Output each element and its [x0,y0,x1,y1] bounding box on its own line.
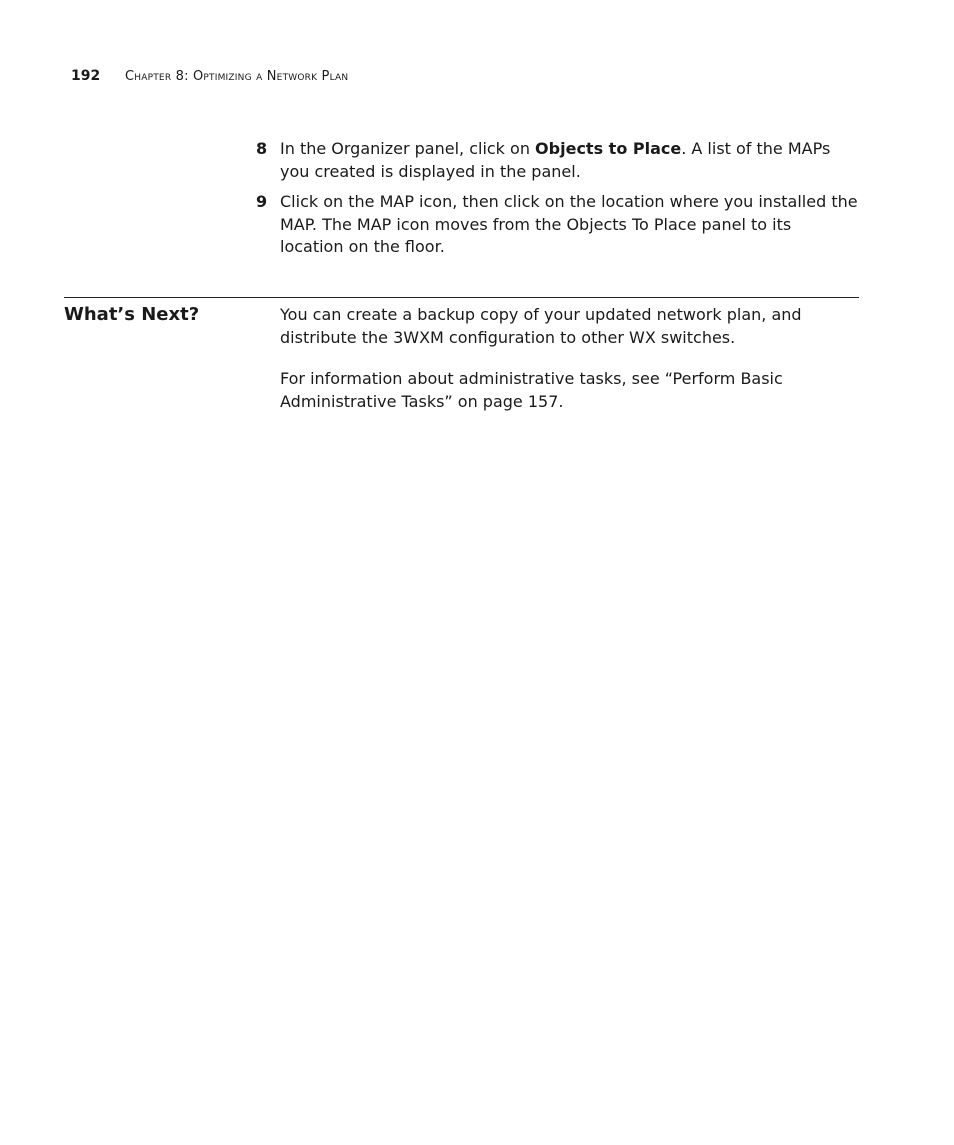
step-item [256,138,858,183]
page-header [71,66,348,87]
step-text: Click on the MAP icon, then click on the location where you installed the MAP. The MAP icon moves from the Objects To Place panel to its location on the floor. [280,192,858,256]
section-divider [64,297,859,298]
paragraph: You can create a backup copy of your updated network plan, and distribute the 3WXM configuration to other WX switches. [280,305,802,347]
step-number: 8 [256,139,268,158]
section-heading: What’s Next? [64,304,200,325]
step-list [256,138,858,267]
section-body [280,304,860,432]
step-number: 9 [256,192,268,211]
step-bold-term: Objects to Place [535,139,682,158]
paragraph: For information about administrative tasks, see “Perform Basic Administrative Tasks” on page 157. [280,369,783,411]
step-text-part: . A list of the MAPs you created is displayed in the panel. [280,139,831,181]
chapter-title: Chapter 8: Optimizing a Network Plan [125,69,349,84]
step-text [280,138,858,183]
step-item [256,191,858,259]
page-number: 192 [71,68,101,84]
step-text-part: In the Organizer panel, click on [280,139,536,158]
